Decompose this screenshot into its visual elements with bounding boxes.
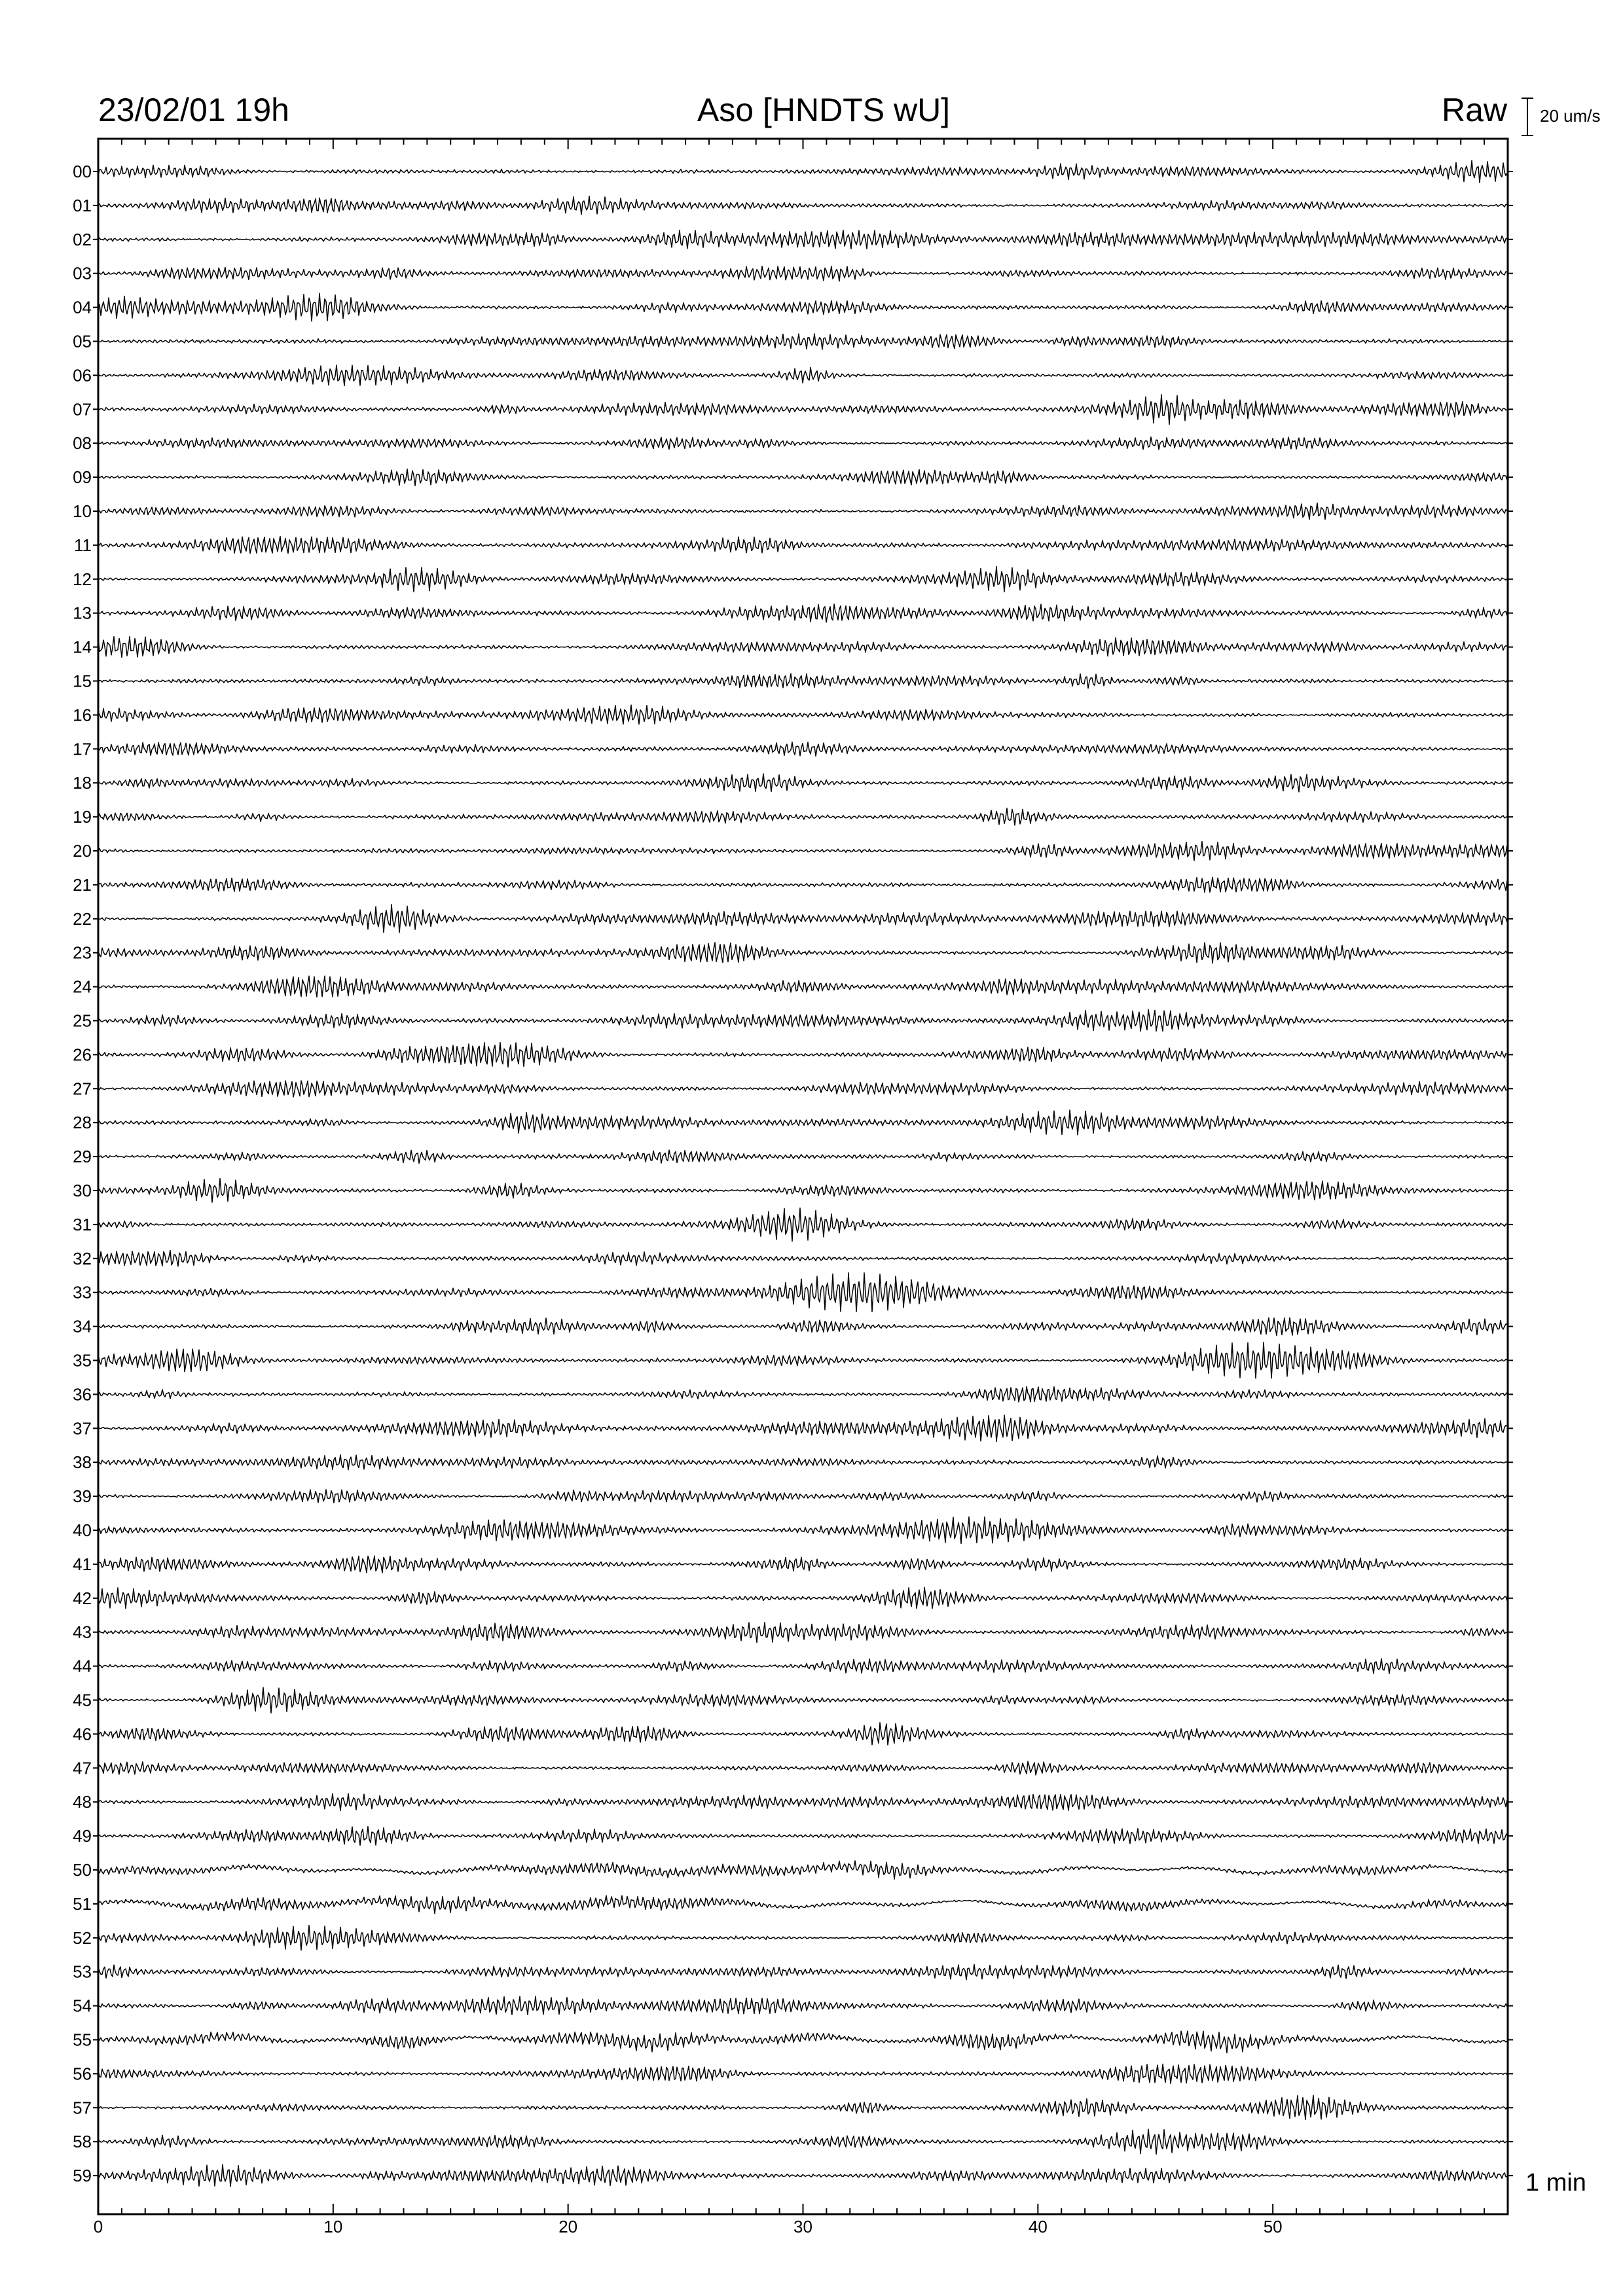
trace-line bbox=[98, 976, 1507, 997]
row-label: 44 bbox=[73, 1656, 92, 1676]
trace-line bbox=[98, 1342, 1507, 1378]
trace-line bbox=[98, 2064, 1507, 2084]
trace-line bbox=[98, 604, 1507, 622]
trace-line bbox=[98, 1179, 1507, 1203]
row-label: 18 bbox=[73, 773, 92, 793]
row-label: 12 bbox=[73, 569, 92, 589]
trace-line bbox=[98, 160, 1507, 183]
row-label: 49 bbox=[73, 1826, 92, 1846]
trace-line bbox=[98, 293, 1507, 321]
trace-line bbox=[98, 230, 1507, 249]
x-tick-label: 20 bbox=[558, 2217, 578, 2236]
trace-line bbox=[98, 1659, 1507, 1674]
row-label: 23 bbox=[73, 942, 92, 963]
trace-line bbox=[98, 1827, 1507, 1846]
row-label: 25 bbox=[73, 1011, 92, 1031]
trace-line bbox=[98, 1387, 1507, 1402]
x-tick-label: 50 bbox=[1263, 2217, 1283, 2236]
trace-line bbox=[98, 1208, 1507, 1242]
row-label: 01 bbox=[73, 195, 92, 215]
trace-line bbox=[98, 637, 1507, 658]
row-label: 29 bbox=[73, 1147, 92, 1167]
trace-line bbox=[98, 567, 1507, 592]
trace-line bbox=[98, 1996, 1507, 2015]
row-label: 03 bbox=[73, 263, 92, 283]
trace-line bbox=[98, 1455, 1507, 1470]
trace-line bbox=[98, 1009, 1507, 1031]
row-label: 04 bbox=[73, 297, 92, 317]
trace-line bbox=[98, 1761, 1507, 1775]
x-tick-label: 30 bbox=[793, 2217, 812, 2236]
trace-line bbox=[98, 1723, 1507, 1745]
row-label: 59 bbox=[73, 2166, 92, 2186]
row-label: 07 bbox=[73, 399, 92, 420]
trace-line bbox=[98, 437, 1507, 450]
trace-line bbox=[98, 1110, 1507, 1135]
row-label: 13 bbox=[73, 603, 92, 623]
trace-line bbox=[98, 1687, 1507, 1713]
row-label: 26 bbox=[73, 1045, 92, 1065]
row-label: 22 bbox=[73, 908, 92, 929]
row-label: 54 bbox=[73, 1996, 92, 2016]
row-label: 16 bbox=[73, 705, 92, 725]
trace-line bbox=[98, 905, 1507, 933]
row-label: 09 bbox=[73, 467, 92, 488]
trace-line bbox=[98, 1793, 1507, 1810]
trace-line bbox=[98, 742, 1507, 756]
trace-line bbox=[98, 1587, 1507, 1608]
date-hour-label: 23/02/01 19h bbox=[98, 92, 289, 128]
trace-line bbox=[98, 1517, 1507, 1544]
amplitude-scale-label: 20 um/s bbox=[1540, 106, 1601, 126]
trace-line bbox=[98, 395, 1507, 425]
trace-line bbox=[98, 1150, 1507, 1163]
trace-line bbox=[98, 1273, 1507, 1312]
trace-line bbox=[98, 365, 1507, 386]
trace-line bbox=[98, 503, 1507, 519]
trace-line bbox=[98, 1490, 1507, 1503]
row-label: 14 bbox=[73, 637, 92, 657]
amplitude-scale-bar bbox=[1522, 98, 1533, 135]
trace-line bbox=[98, 334, 1507, 350]
trace-line bbox=[98, 1043, 1507, 1067]
station-title: Aso [HNDTS wU] bbox=[697, 92, 951, 128]
trace-line bbox=[98, 1415, 1507, 1441]
top-minute-ticks bbox=[98, 139, 1508, 149]
row-label: 10 bbox=[73, 501, 92, 521]
row-label: 05 bbox=[73, 331, 92, 351]
row-duration-label: 1 min bbox=[1525, 2169, 1586, 2197]
row-label: 58 bbox=[73, 2132, 92, 2152]
row-label: 20 bbox=[73, 841, 92, 861]
trace-line bbox=[98, 842, 1507, 861]
trace-line bbox=[98, 1965, 1507, 1980]
row-label: 08 bbox=[73, 433, 92, 454]
trace-line bbox=[98, 1861, 1507, 1879]
trace-line bbox=[98, 673, 1507, 688]
trace-line bbox=[98, 808, 1507, 825]
x-tick-label: 0 bbox=[93, 2217, 103, 2236]
trace-line bbox=[98, 774, 1507, 792]
filter-mode-label: Raw bbox=[1441, 92, 1507, 128]
x-tick-label: 10 bbox=[323, 2217, 343, 2236]
row-label: 52 bbox=[73, 1928, 92, 1948]
trace-line bbox=[98, 469, 1507, 486]
row-label: 47 bbox=[73, 1758, 92, 1778]
row-label: 19 bbox=[73, 807, 92, 827]
row-label: 40 bbox=[73, 1520, 92, 1540]
trace-line bbox=[98, 2164, 1507, 2187]
row-label: 36 bbox=[73, 1384, 92, 1405]
row-label: 34 bbox=[73, 1316, 92, 1336]
row-label: 56 bbox=[73, 2064, 92, 2084]
row-label: 02 bbox=[73, 229, 92, 249]
trace-line bbox=[98, 942, 1507, 963]
trace-line bbox=[98, 1081, 1507, 1097]
trace-line bbox=[98, 1318, 1507, 1335]
trace-line bbox=[98, 537, 1507, 554]
row-label: 46 bbox=[73, 1724, 92, 1744]
row-label: 57 bbox=[73, 2098, 92, 2118]
row-label: 24 bbox=[73, 977, 92, 997]
row-label: 41 bbox=[73, 1554, 92, 1574]
row-label: 00 bbox=[73, 162, 92, 181]
trace-line bbox=[98, 196, 1507, 215]
trace-line bbox=[98, 266, 1507, 281]
row-label: 51 bbox=[73, 1893, 92, 1914]
row-label: 35 bbox=[73, 1350, 92, 1371]
row-label: 53 bbox=[73, 1962, 92, 1982]
row-label: 30 bbox=[73, 1181, 92, 1200]
trace-line bbox=[98, 1251, 1507, 1266]
trace-line bbox=[98, 1623, 1507, 1643]
row-label: 21 bbox=[73, 874, 92, 895]
trace-line bbox=[98, 1926, 1507, 1950]
row-label: 50 bbox=[73, 1860, 92, 1880]
trace-line bbox=[98, 2095, 1507, 2119]
trace-line bbox=[98, 2129, 1507, 2154]
row-label: 28 bbox=[73, 1113, 92, 1133]
row-label: 06 bbox=[73, 365, 92, 386]
trace-rows bbox=[73, 160, 1513, 2186]
row-label: 32 bbox=[73, 1248, 92, 1268]
row-label: 55 bbox=[73, 2030, 92, 2050]
row-label: 27 bbox=[73, 1079, 92, 1099]
trace-line bbox=[98, 1556, 1507, 1573]
row-label: 33 bbox=[73, 1282, 92, 1302]
row-label: 17 bbox=[73, 739, 92, 759]
trace-line bbox=[98, 1895, 1507, 1914]
row-label: 11 bbox=[74, 535, 92, 555]
row-label: 48 bbox=[73, 1792, 92, 1812]
row-label: 37 bbox=[73, 1418, 92, 1439]
trace-line bbox=[98, 2031, 1507, 2053]
trace-line bbox=[98, 877, 1507, 892]
row-label: 39 bbox=[73, 1486, 92, 1507]
row-label: 45 bbox=[73, 1690, 92, 1710]
row-label: 31 bbox=[73, 1214, 92, 1234]
x-tick-label: 40 bbox=[1028, 2217, 1048, 2236]
x-axis-ticks bbox=[98, 2204, 1508, 2214]
row-label: 38 bbox=[73, 1452, 92, 1473]
row-label: 42 bbox=[73, 1588, 92, 1608]
row-label: 43 bbox=[73, 1622, 92, 1642]
row-label: 15 bbox=[73, 671, 92, 691]
x-axis-labels bbox=[94, 2217, 1283, 2236]
trace-line bbox=[98, 705, 1507, 724]
